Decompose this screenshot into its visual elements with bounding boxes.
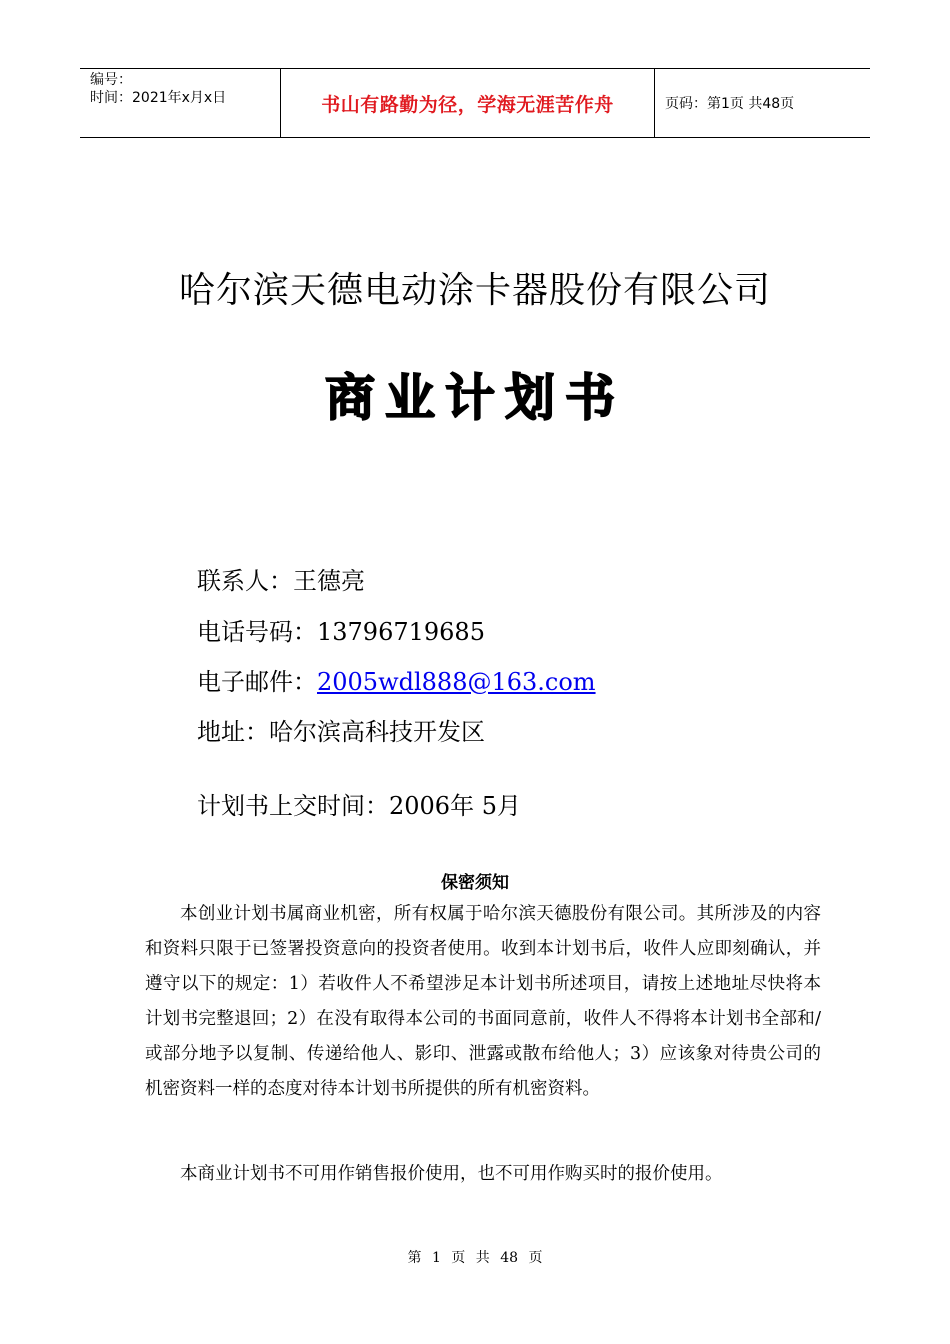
- submit-time: 计划书上交时间：2006年 5月: [197, 792, 521, 820]
- confidentiality-title: 保密须知: [441, 873, 509, 893]
- page-header: [80, 68, 870, 138]
- address: 地址：哈尔滨高科技开发区: [197, 718, 485, 746]
- company-name: 哈尔滨天德电动涂卡器股份有限公司: [178, 270, 771, 311]
- header-date-label: 时间：2021年x月x日: [90, 90, 227, 106]
- email-label: 电子邮件：: [197, 668, 317, 696]
- email-link[interactable]: 2005wdl888@163.com: [317, 668, 596, 696]
- page-footer: 第 1 页 共 48 页: [407, 1250, 543, 1266]
- phone-number: 电话号码：13796719685: [197, 618, 485, 646]
- email-line: [197, 668, 596, 696]
- document-title: 商业计划书: [325, 369, 625, 427]
- confidentiality-paragraph-2: 本商业计划书不可用作销售报价使用，也不可用作购买时的报价使用。: [180, 1164, 723, 1184]
- confidentiality-paragraph-1: 本创业计划书属商业机密，所有权属于哈尔滨天德股份有限公司。其所涉及的内容和资料只限于已签署投资意向的投资者使用。收到本计划书后，收件人应即刻确认，并遵守以下的规定：1）若收件人不希望涉足本计划书所述项目，请按上述地址尽快将本计划书完整退回；2）在没有取得本公司的书面同意前，收件人不得将本计划书全部和/或部分地予以复制、传递给他人、影印、泄露或散布给他人；3）应该象对待贵公司的机密资料一样的态度对待本计划书所提供的所有机密资料。: [145, 904, 821, 1099]
- header-number-label: 编号：: [90, 72, 132, 88]
- contact-person: 联系人：王德亮: [197, 567, 365, 595]
- header-page-info: 页码：第1页 共48页: [665, 96, 795, 112]
- header-motto: 书山有路勤为径，学海无涯苦作舟: [280, 69, 655, 137]
- header-meta: [80, 69, 280, 137]
